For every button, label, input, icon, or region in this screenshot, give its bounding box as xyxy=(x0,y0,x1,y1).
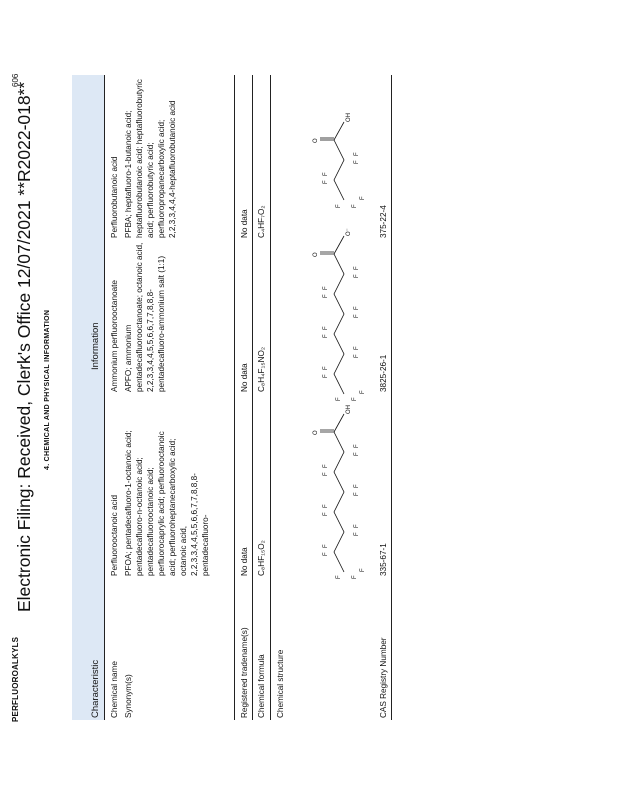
page-number: 606 xyxy=(11,73,20,87)
rule xyxy=(391,75,392,720)
atom-label: F xyxy=(354,452,360,456)
atom-label: OH xyxy=(346,405,352,414)
rule xyxy=(252,75,253,720)
formula-apfo: C₈H₄F₁₅NO₂ xyxy=(257,346,266,392)
pfba-structure xyxy=(270,90,370,220)
atom-label: F xyxy=(323,544,329,548)
table-header-band xyxy=(72,75,104,720)
atom-label: F xyxy=(323,294,329,298)
rule xyxy=(234,75,235,720)
atom-label: F xyxy=(354,314,360,318)
atom-label: F xyxy=(360,390,366,394)
row-label-tradenames: Registered tradename(s) xyxy=(240,627,249,718)
pfoa-structure xyxy=(270,382,370,582)
atom-label: F xyxy=(323,172,329,176)
atom-label: F xyxy=(354,306,360,310)
atom-label: OH xyxy=(346,113,352,122)
chemical-name-pfoa: Perfluorooctanoic acid xyxy=(110,494,119,576)
atom-label: F xyxy=(323,504,329,508)
column-header-characteristic: Characteristic xyxy=(90,659,101,718)
atom-label: F xyxy=(354,444,360,448)
atom-label: O xyxy=(313,252,319,257)
atom-label: F xyxy=(336,204,342,208)
atom-label: F xyxy=(352,575,358,579)
atom-label: F xyxy=(336,575,342,579)
atom-label: F xyxy=(360,196,366,200)
atom-label: F xyxy=(354,152,360,156)
atom-label: F xyxy=(323,180,329,184)
atom-label: F xyxy=(354,346,360,350)
row-label-formula: Chemical formula xyxy=(257,654,266,718)
apfo-structure xyxy=(270,204,370,404)
atom-label: F xyxy=(323,366,329,370)
atom-label: F xyxy=(354,266,360,270)
formula-pfoa: C₈HF₁₅O₂ xyxy=(257,540,266,576)
cas-pfoa: 335-67-1 xyxy=(379,543,388,576)
atom-label: F xyxy=(354,524,360,528)
atom-label: F xyxy=(360,568,366,572)
atom-label: F xyxy=(323,464,329,468)
atom-label: F xyxy=(354,274,360,278)
row-label-synonyms: Synonym(s) xyxy=(124,674,133,718)
row-label-structure: Chemical structure xyxy=(276,649,285,718)
synonyms-apfo: APFO; ammonium pentadecafluorooctanoate; octanoic acid, 2,2,3,3,4,4,5,5,6,6,7,7,8,8,8-pentadecafluoro-ammonium salt (1:1) xyxy=(124,242,166,392)
cas-apfo: 3825-26-1 xyxy=(379,354,388,392)
atom-label: F xyxy=(323,326,329,330)
tradename-apfo: No data xyxy=(240,363,249,392)
synonyms-pfoa: PFOA; pentadecafluoro-1-octanoic acid; pentadecafluoro-n-octanoic acid; pentadecafluorooctanoic acid; perfluorocaprylic acid; perfluorooctanoic acid; perfluoroheptanecarboxylic acid; octanoic acid, 2,2,3,3,4,4,5,5,6,6,7,7,8,8,8-pentadecafluoro- xyxy=(124,430,210,576)
atom-label: F xyxy=(323,472,329,476)
atom-label: F xyxy=(336,397,342,401)
cas-pfba: 375-22-4 xyxy=(379,205,388,238)
atom-label: O⁻ xyxy=(346,228,352,236)
synonyms-pfba: PFBA; heptafluoro-1-butanoic acid; heptafluorobutanoic acid; heptafluorobutyric acid; perfluorobutyric acid; perfluoropropanecarboxylic acid; 2,2,3,3,4,4,4-heptafluorobutanoic acid xyxy=(124,79,177,238)
filing-stamp: Electronic Filing: Received, Clerk's Office 12/07/2021 **R2022-018** xyxy=(14,81,34,612)
column-header-information: Information xyxy=(90,322,101,370)
running-header: PERFLUOROALKYLS xyxy=(11,636,20,722)
atom-label: F xyxy=(352,397,358,401)
atom-label: F xyxy=(354,484,360,488)
tradename-pfba: No data xyxy=(240,209,249,238)
chemical-identity-table xyxy=(72,75,392,720)
atom-label: F xyxy=(354,354,360,358)
atom-label: O xyxy=(313,138,319,143)
atom-label: F xyxy=(323,374,329,378)
row-label-chemical-name: Chemical name xyxy=(110,661,119,718)
chapter-heading: 4. CHEMICAL AND PHYSICAL INFORMATION xyxy=(44,309,51,470)
atom-label: F xyxy=(354,160,360,164)
atom-label: F xyxy=(352,204,358,208)
atom-label: F xyxy=(354,492,360,496)
rule xyxy=(104,75,105,720)
chemical-name-apfo: Ammonium perfluorooctanoate xyxy=(110,280,119,392)
atom-label: O xyxy=(313,430,319,435)
atom-label: F xyxy=(323,286,329,290)
atom-label: F xyxy=(323,512,329,516)
chemical-name-pfba: Perfluorobutanoic acid xyxy=(110,156,119,238)
formula-pfba: C₄HF₇O₂ xyxy=(257,205,266,238)
atom-label: F xyxy=(323,552,329,556)
atom-label: F xyxy=(354,532,360,536)
atom-label: F xyxy=(323,334,329,338)
tradename-pfoa: No data xyxy=(240,547,249,576)
row-label-cas: CAS Registry Number xyxy=(379,637,388,718)
